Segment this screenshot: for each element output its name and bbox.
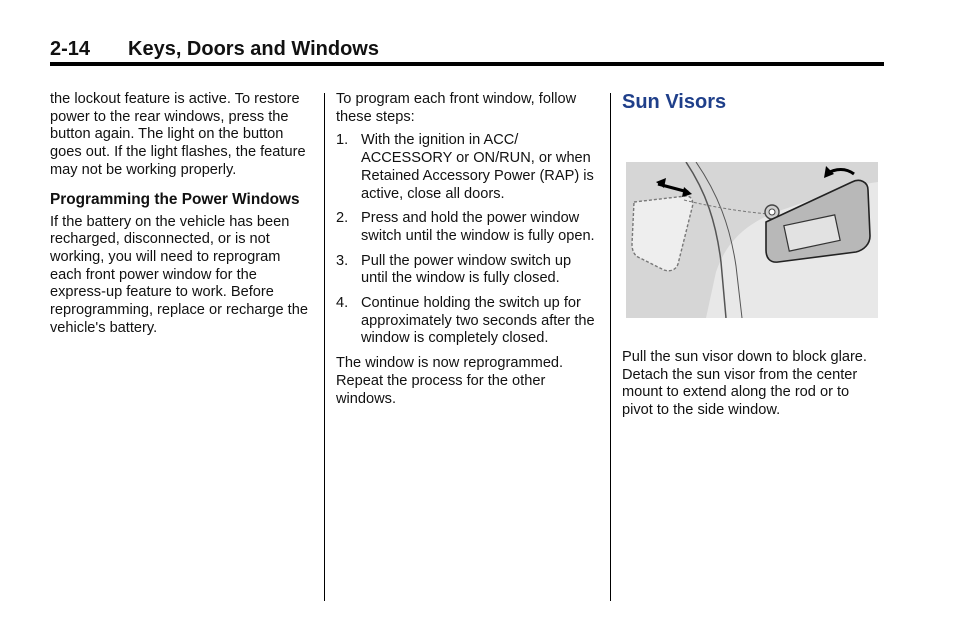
list-item bbox=[336, 132, 598, 203]
lead-in-paragraph: To program each front window, follow these steps: bbox=[336, 91, 577, 125]
column-divider bbox=[324, 93, 325, 601]
step-number: 3. bbox=[336, 252, 349, 269]
closing-paragraph: The window is now reprogrammed. Repeat the process for the other windows. bbox=[336, 355, 564, 407]
intro-paragraph: the lockout feature is active. To restore power to the rear windows, press the button again. The light on the button goes out. If the light flashes, the feature may not be working properly. bbox=[50, 91, 306, 178]
step-number: 1. bbox=[336, 132, 349, 149]
list-item bbox=[336, 210, 598, 245]
body-paragraph: If the battery on the vehicle has been recharged, disconnected, or is not working, you will need to reprogram each front power window for the express-up feature to work. Before reprogramming, replace or recharge the vehicle's battery. bbox=[50, 213, 308, 336]
header-rule bbox=[50, 62, 884, 66]
column-2 bbox=[336, 91, 598, 408]
step-text: Press and hold the power window switch until the window is fully open. bbox=[361, 210, 595, 244]
sun-visor-paragraph: Pull the sun visor down to block glare. Detach the sun visor from the center mount to extend along the rod or to pivot to the side window. bbox=[622, 349, 867, 419]
page-number: 2-14 bbox=[50, 38, 91, 60]
column-3 bbox=[622, 90, 884, 114]
step-number: 4. bbox=[336, 295, 349, 312]
step-number: 2. bbox=[336, 210, 349, 227]
column-divider bbox=[610, 93, 611, 601]
step-text: Pull the power window switch up until the window is fully closed. bbox=[361, 252, 572, 287]
subheading-programming-power-windows: Programming the Power Windows bbox=[50, 190, 300, 208]
list-item bbox=[336, 295, 598, 348]
step-text: Continue holding the switch up for approximately two seconds after the window is completely closed. bbox=[361, 295, 595, 347]
list-item bbox=[336, 253, 598, 288]
chapter-title: Keys, Doors and Windows bbox=[128, 38, 379, 60]
steps-list bbox=[336, 132, 598, 348]
section-title-sun-visors: Sun Visors bbox=[622, 91, 727, 113]
column-1 bbox=[50, 91, 312, 337]
step-text: With the ignition in ACC/ ACCESSORY or ON/RUN, or when Retained Accessory Power (RAP) is active, close all doors. bbox=[361, 132, 594, 202]
sun-visor-illustration bbox=[626, 162, 878, 318]
